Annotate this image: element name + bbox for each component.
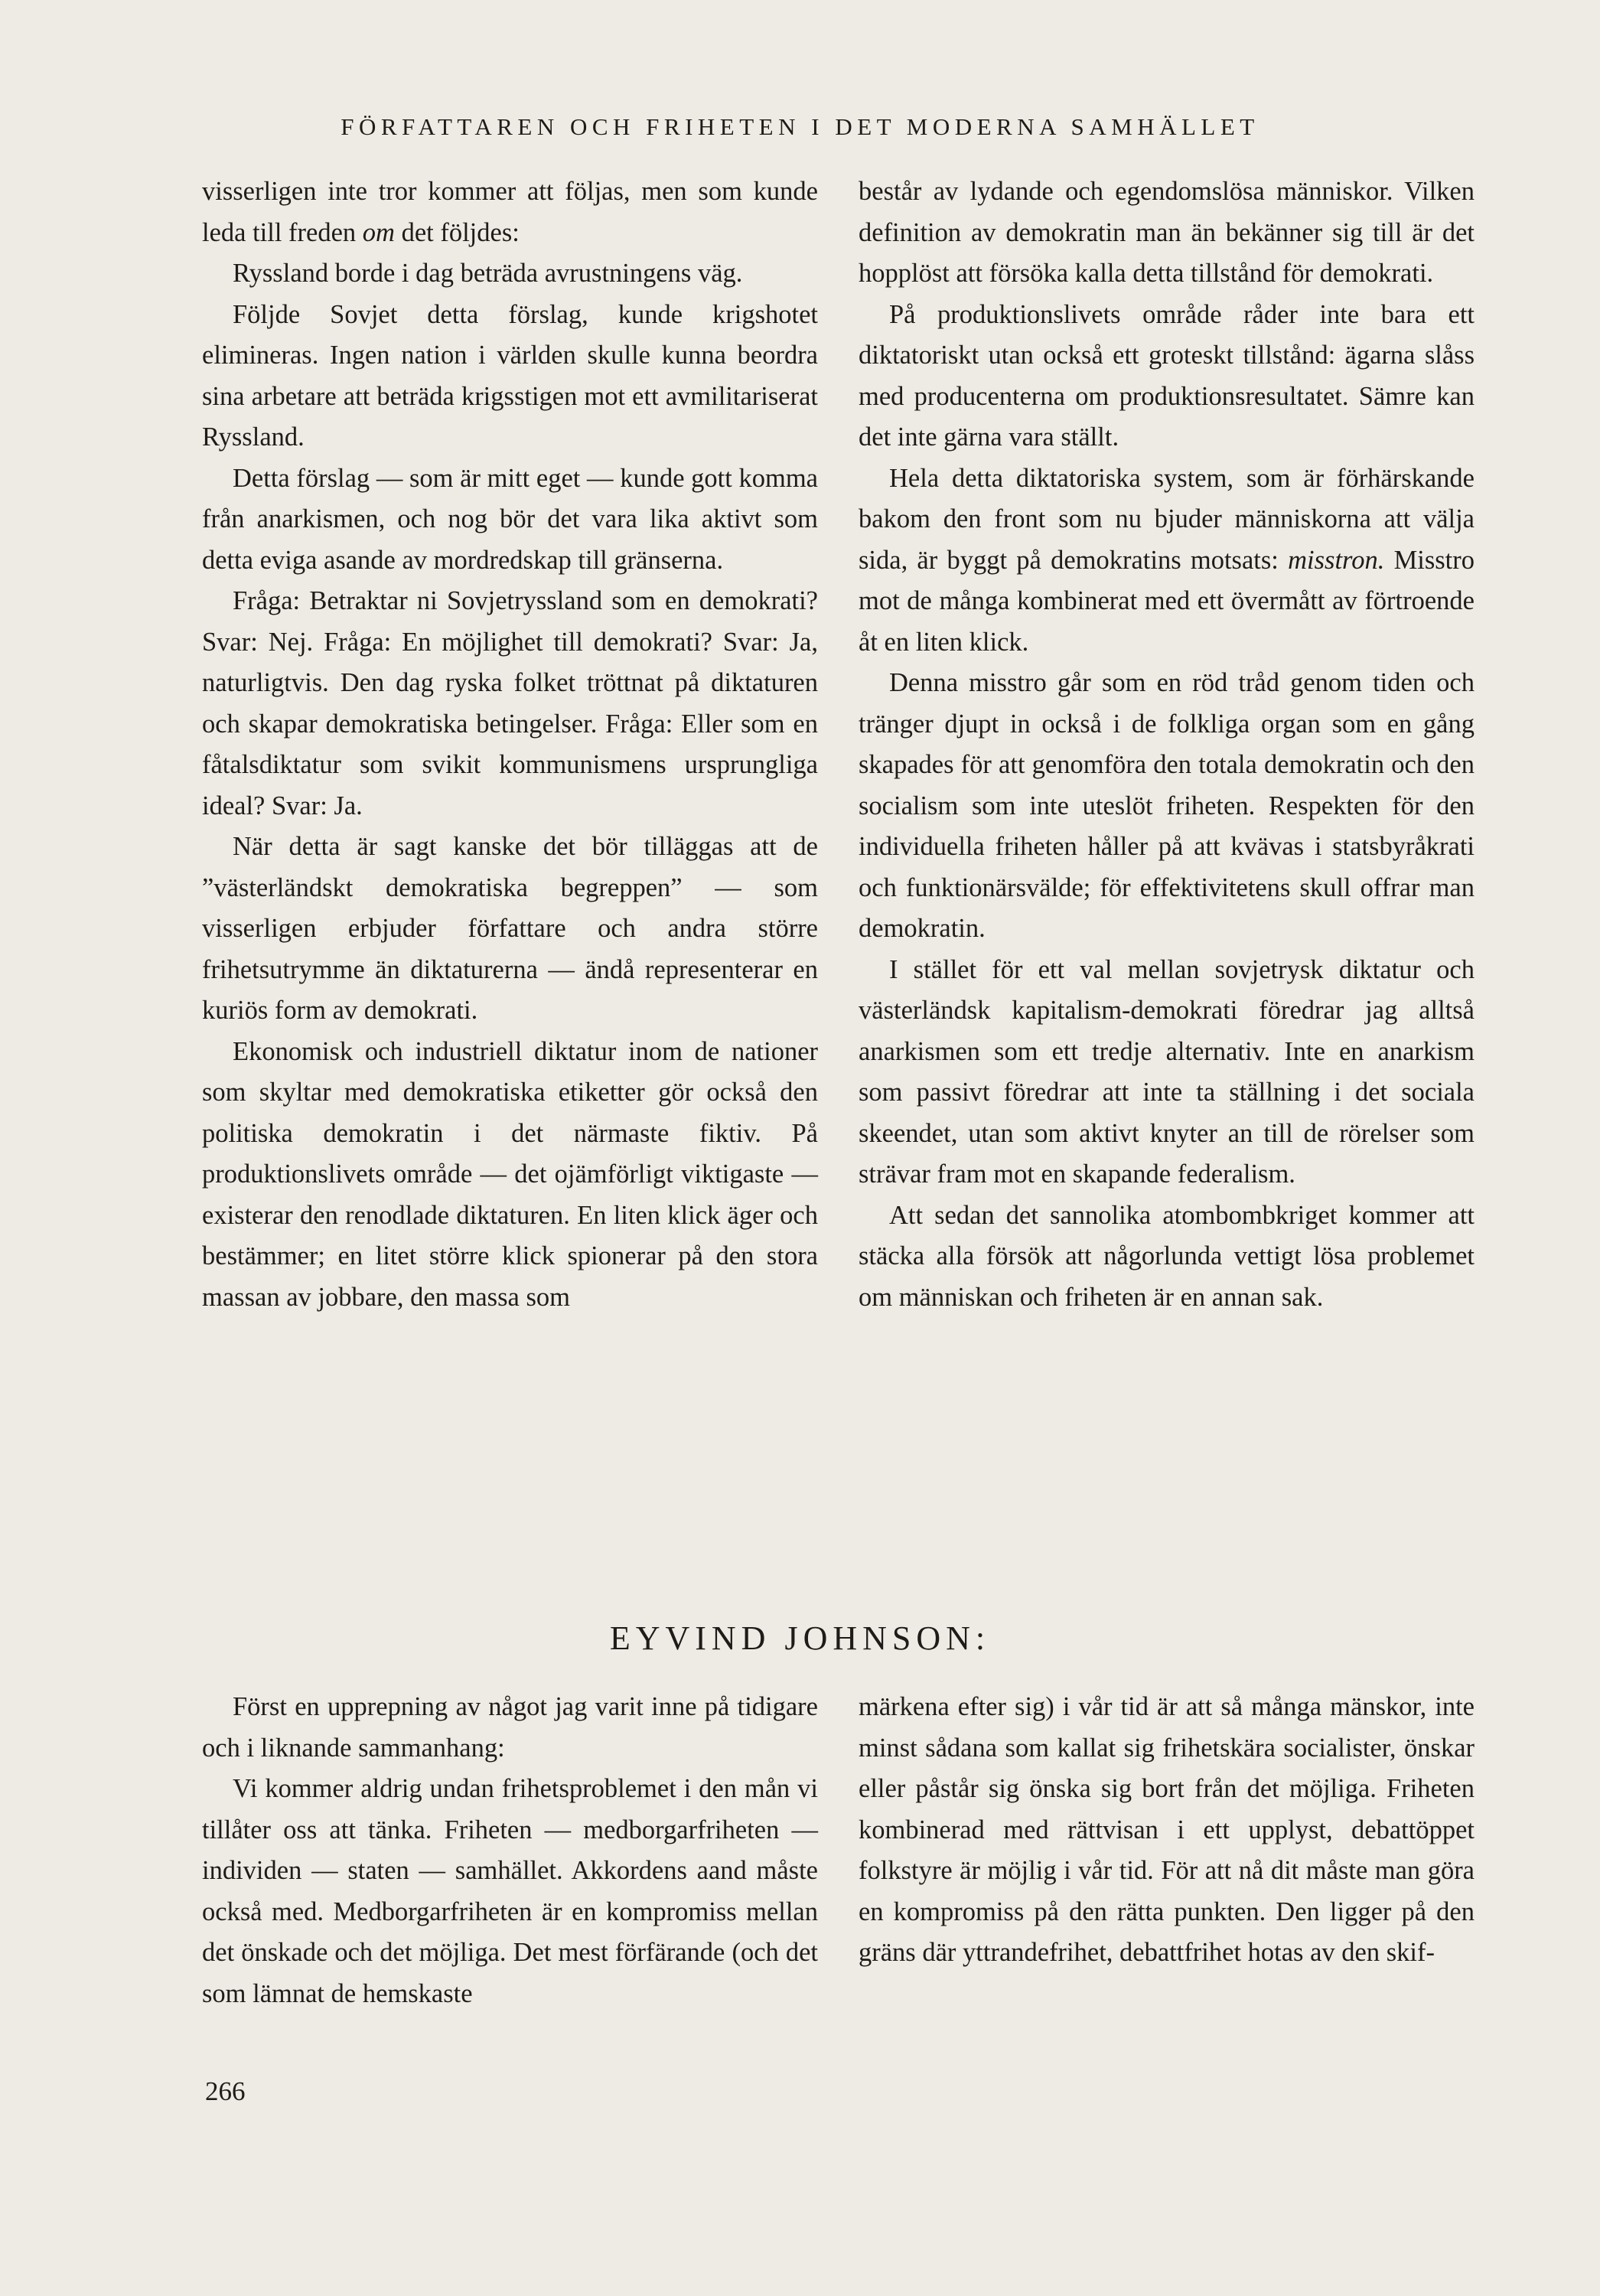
top-left-column [202, 171, 818, 1318]
paragraph: I stället för ett val mellan sovjetrysk diktatur och västerländsk kapitalism-demokrati föredrar jag alltså anarkismen som ett tredje alternativ. Inte en anarkism som passivt föredrar att inte ta ställning i det sociala skeendet, utan som aktivt knyter an till de rörelser som strävar fram mot en skapande federalism. [859, 954, 1475, 1189]
page-number: 266 [205, 2076, 246, 2106]
paragraph: Först en upprepning av något jag varit inne på tidigare och i liknande sammanhang: [202, 1692, 818, 1763]
paragraph: Denna misstro går som en röd tråd genom tiden och tränger djupt in också i de folkliga organ som en gång skapades för att genomföra den totala demokratin och den socialism som inte uteslöt friheten. Respekten för den individuella friheten håller på att kvävas i statsbyråkrati och funktionärsvälde; för effektivitetens skull offrar man demokratin. [859, 668, 1475, 943]
paragraph: Detta förslag — som är mitt eget — kunde gott komma från anarkismen, och nog bör det vara lika aktivt som detta eviga asande av mordredskap till gränserna. [202, 463, 818, 575]
paragraph: När detta är sagt kanske det bör tilläggas att de ”västerländskt demokratiska begreppen” — som visserligen erbjuder författare och andra större frihetsutrymme än diktaturerna — ändå representerar en kuriös form av demokrati. [202, 832, 818, 1025]
paragraph: Att sedan det sannolika atombombkriget kommer att stäcka alla försök att någorlunda vettigt lösa problemet om människan och friheten är en annan sak. [859, 1200, 1475, 1312]
bottom-right-column [859, 1687, 1475, 1974]
section-title: EYVIND JOHNSON: [609, 1619, 991, 1657]
running-head: FÖRFATTAREN OCH FRIHETEN I DET MODERNA SAMHÄLLET [341, 113, 1259, 140]
emphasis: om [362, 217, 395, 247]
emphasis: misstron. [1288, 545, 1385, 575]
paragraph-text: Misstro mot de många kombinerat med ett övermått av förtroende åt en liten klick. [859, 545, 1475, 657]
paragraph: På produktionslivets område råder inte bara ett diktatoriskt utan också ett groteskt tillstånd: ägarna slåss med producenterna om produktionsresultatet. Sämre kan det inte gärna vara ställt. [859, 299, 1475, 452]
paragraph-text: det följdes: [401, 217, 520, 247]
paragraph: Ryssland borde i dag beträda avrustningens väg. [233, 259, 743, 288]
paragraph [202, 171, 818, 253]
paragraph: Ekonomisk och industriell diktatur inom de nationer som skyltar med demokratiska etiketter gör också den politiska demokratin i det närmaste fiktiv. På produktionslivets område — det ojämförligt viktigaste — existerar den renodlade diktaturen. En liten klick äger och bestämmer; en litet större klick spionerar på den stora massan av jobbare, den massa som [202, 1036, 818, 1312]
paragraph-text: Hela detta diktatoriska system, som är förhärskande bakom den front som nu bjuder människorna att välja sida, är byggt på demokratins motsats: [859, 463, 1475, 575]
paragraph-text: visserligen inte tror kommer att följas, men som kunde leda till freden [202, 177, 818, 247]
bottom-left-column [202, 1687, 818, 2014]
top-right-column [859, 171, 1475, 1318]
paragraph: Följde Sovjet detta förslag, kunde krigshotet elimineras. Ingen nation i världen skulle kunna beordra sina arbetare att beträda krigsstigen mot ett avmilitariserat Ryssland. [202, 299, 818, 452]
paragraph: Vi kommer aldrig undan frihetsproblemet i den mån vi tillåter oss att tänka. Friheten — medborgarfriheten — individen — staten — samhället. Akkordens aand måste också med. Medborgarfriheten är en kompromiss mellan det önskade och det möjliga. Det mest förfärande (och det som lämnat de hemskaste [202, 1774, 818, 2008]
paragraph: består av lydande och egendomslösa människor. Vilken definition av demokratin man än bekänner sig till är det hopplöst att försöka kalla detta tillstånd för demokrati. [859, 177, 1475, 288]
paragraph: märkena efter sig) i vår tid är att så många mänskor, inte minst sådana som kallat sig frihetskära socialister, önskar eller påstår sig önska sig bort från det möjliga. Friheten kombinerad med rättvisan i ett upplyst, debattöppet folkstyre är möjlig i vår tid. För att nå dit måste man göra en kompromiss på den rätta punkten. Den ligger på den gräns där yttrandefrihet, debattfrihet hotas av den skif- [859, 1692, 1475, 1967]
paragraph [859, 458, 1475, 664]
paragraph: Fråga: Betraktar ni Sovjetryssland som en demokrati? Svar: Nej. Fråga: En möjlighet till demokrati? Svar: Ja, naturligtvis. Den dag ryska folket tröttnat på diktaturen och skapar demokratiska betingelser. Fråga: Eller som en fåtalsdiktatur som svikit kommunismens ursprungliga ideal? Svar: Ja. [202, 586, 818, 820]
